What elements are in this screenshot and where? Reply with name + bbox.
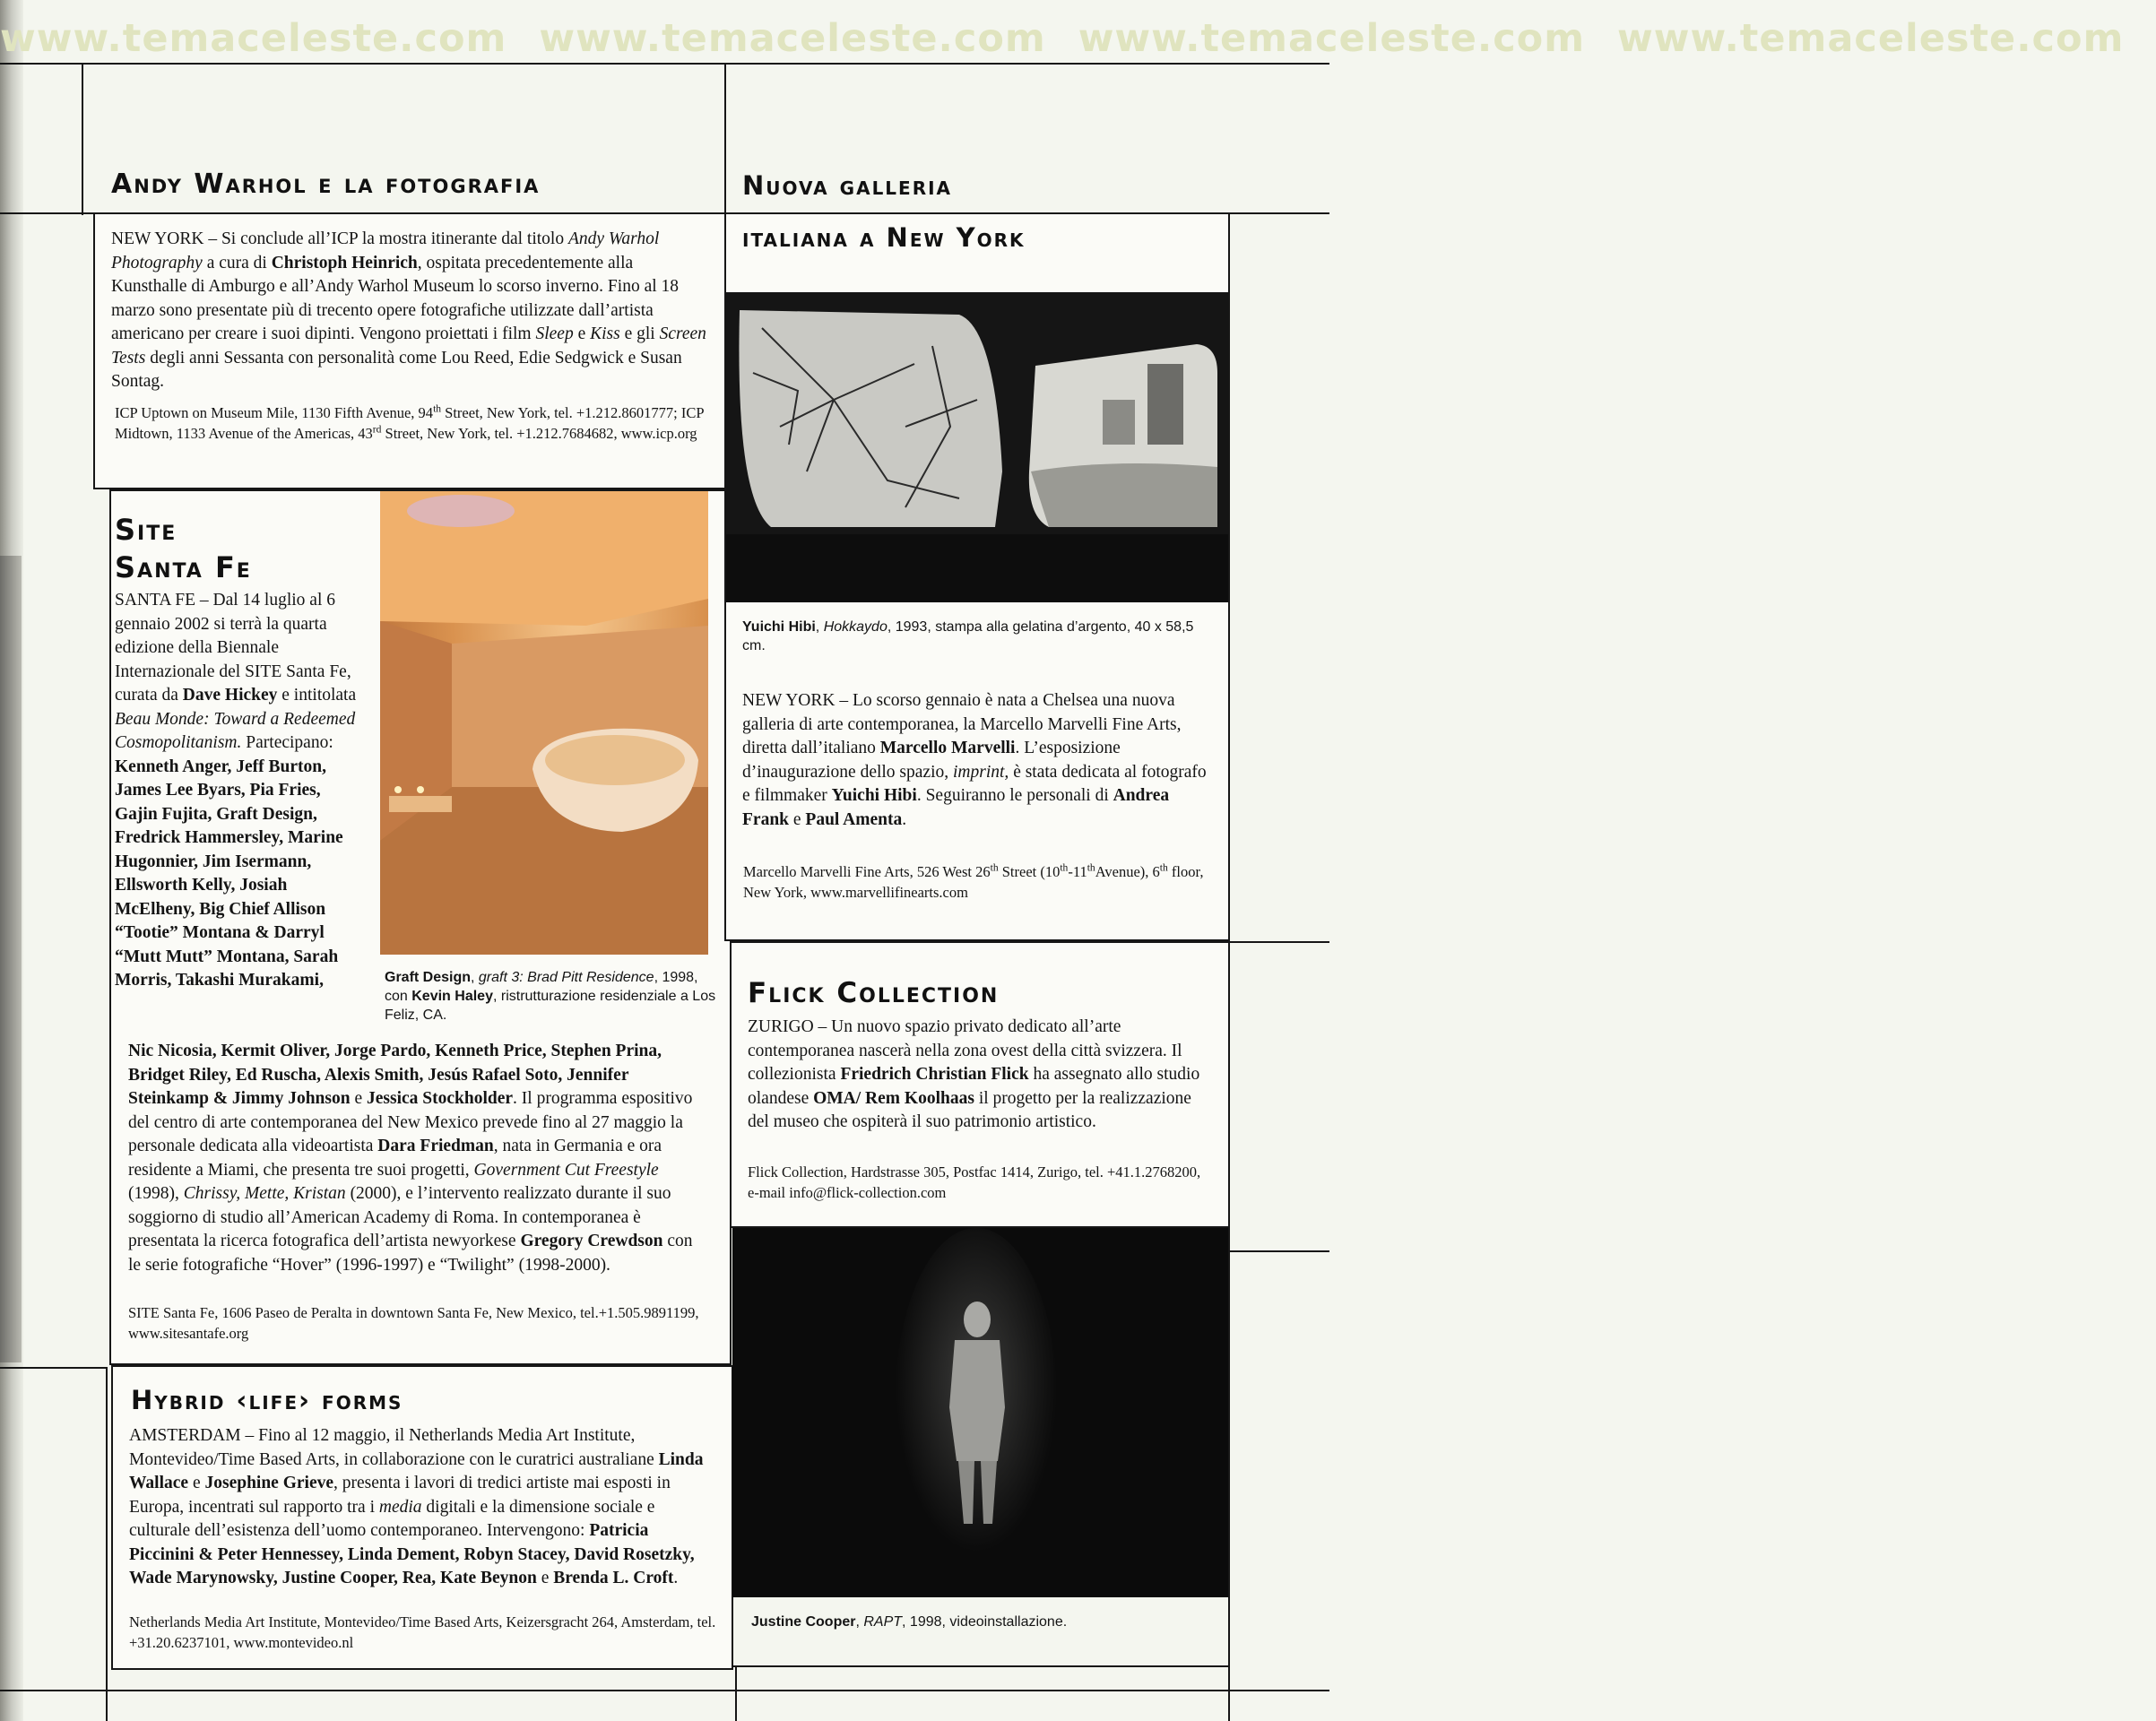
site-text: con le serie fotografiche “Hover” (1996-1997) e “Twilight” (1998-2000). — [128, 1232, 693, 1275]
site-title-line: Santa Fe — [115, 550, 252, 584]
galleria-next-artist: Paul Amenta — [805, 809, 903, 829]
hybrid-body — [129, 1424, 712, 1591]
site-info: SITE Santa Fe, 1606 Paseo de Peralta in downtown Santa Fe, New Mexico, tel.+1.505.9891199, www.sitesantafe.org — [128, 1304, 699, 1342]
caption-text: , 1998, videoinstallazione. — [902, 1614, 1068, 1630]
figure-illustration — [732, 1228, 1228, 1597]
galleria-text: – Lo scorso gennaio è nata a Chelsea una nuova galleria di arte contemporanea, la Marcello Marvelli Fine Arts, diretta dall’italiano — [742, 691, 1182, 757]
galleria-title-line1: Nuova galleria — [742, 170, 953, 201]
grid-line — [0, 63, 1329, 65]
landscape — [1031, 463, 1217, 527]
hokkaydo-caption — [742, 618, 1208, 655]
galleria-show-title: imprint, — [953, 762, 1009, 782]
distant-building — [1103, 400, 1135, 445]
flick-body — [748, 1016, 1214, 1135]
cracked-window — [739, 310, 1002, 527]
site-curator: Dave Hickey — [182, 686, 278, 705]
grid-line — [0, 1690, 1329, 1691]
galleria-text: . Seguiranno le personali di — [916, 786, 1113, 805]
site-body-column — [115, 589, 366, 993]
site-place: SANTA FE — [115, 591, 195, 610]
site-artist-crewdson: Gregory Crewdson — [520, 1232, 663, 1250]
superscript: th — [990, 862, 999, 874]
caption-work: Hokkaydo — [823, 619, 888, 635]
flick-info: Flick Collection, Hardstrasse 305, Postfac 1414, Zurigo, tel. +41.1.2768200, e-mail info@flick-collection.com — [748, 1163, 1201, 1201]
site-artists: Jessica Stockholder — [367, 1089, 514, 1108]
galleria-text: . L’esposizione d’inaugurazione dello spazio, — [742, 739, 1121, 782]
graft-design-photo — [380, 491, 708, 955]
caption-text: , ristrutturazione residenziale a Los Feliz, CA. — [385, 989, 716, 1023]
galleria-director: Marcello Marvelli — [879, 739, 1016, 757]
grid-line — [82, 63, 83, 215]
ceiling-light — [407, 495, 515, 527]
warhol-body — [111, 228, 707, 394]
site-text: , nata in Germania e ora residente a Miami, che presenta tre suoi progetti, — [128, 1137, 662, 1180]
galleria-text: è stata dedicata al fotografo e filmmaker — [742, 762, 1207, 805]
banner-text: www.temaceleste.com — [1617, 16, 2125, 61]
hokkaydo-photo — [726, 292, 1228, 602]
rapt-caption — [751, 1613, 1217, 1631]
warhol-text: – Si conclude all’ICP la mostra itinerante dal titolo — [203, 229, 568, 248]
site-text: . Il programma espositivo del centro di arte contemporanea del New Mexico prevede fino al 27 maggio la personale dedicata alla videoartista — [128, 1089, 693, 1155]
rapt-photo — [732, 1228, 1228, 1597]
warhol-text: e — [573, 324, 591, 343]
galleria-title-line2: italiana a New York — [742, 222, 1026, 253]
hybrid-text: – Fino al 12 maggio, il Netherlands Media Art Institute, Montevideo/Time Based Arts, in collaborazione con le curatrici australiane — [129, 1426, 659, 1469]
flick-title: Flick Collection — [748, 977, 1000, 1009]
galleria-body — [742, 689, 1213, 832]
flick-collector: Friedrich Christian Flick — [840, 1065, 1029, 1084]
galleria-artist: Yuichi Hibi — [831, 786, 917, 805]
figure-torso — [949, 1340, 1005, 1461]
site-title — [115, 511, 252, 586]
superscript: th — [1087, 862, 1095, 874]
warhol-text: a cura di — [202, 253, 272, 272]
banner-text: www.temaceleste.com — [0, 16, 507, 61]
galleria-place: NEW YORK — [742, 691, 836, 710]
warhol-info-text: ICP Uptown on Museum Mile, 1130 Fifth Avenue, 94 — [115, 404, 434, 421]
hybrid-text: . — [673, 1569, 679, 1587]
galleria-text: e — [789, 809, 806, 829]
banner-text: www.temaceleste.com — [539, 16, 1046, 61]
grid-line — [1228, 941, 1329, 943]
warhol-text: , ospitata precedentemente alla Kunsthalle di Amburgo e all’Andy Warhol Museum lo scorso inverno. Fino al 18 marzo sono presentate più di trecento opere fotografiche utilizzate dall’artista americano per creare i suoi dipinti. Vengono proiettati i film — [111, 253, 680, 343]
caption-artist: Graft Design — [385, 970, 472, 985]
flick-place: ZURIGO — [748, 1017, 814, 1036]
hybrid-artists: Brenda L. Croft — [553, 1569, 674, 1587]
site-text: – Dal 14 luglio al 6 gennaio 2002 si terrà la quarta edizione della Biennale Internazionale del SITE Santa Fe, curata da — [115, 591, 351, 705]
grid-line — [1228, 1250, 1329, 1252]
superscript: th — [1159, 862, 1168, 874]
flick-text: – Un nuovo spazio privato dedicato all’arte contemporanea nascerà nella zona ovest della città svizzera. Il collezionista — [748, 1017, 1182, 1084]
galleria-next-artist: Andrea Frank — [742, 786, 1170, 829]
hybrid-title: Hybrid ‹life› forms — [131, 1385, 403, 1415]
hybrid-emphasis: media — [378, 1497, 422, 1517]
warhol-curator: Christoph Heinrich — [271, 253, 418, 272]
superscript: rd — [372, 424, 382, 436]
flick-text: ha assegnato allo studio olandese — [748, 1065, 1200, 1108]
warhol-info-text: Street, New York, tel. +1.212.7684682, www.icp.org — [381, 425, 697, 442]
warhol-text: degli anni Sessanta con personalità come Lou Reed, Edie Sedgwick e Susan Sontag. — [111, 348, 682, 391]
flick-text: il progetto per la realizzazione del museo che ospiterà il suo patrimonio artistico. — [748, 1088, 1191, 1131]
caption-work: graft 3: Brad Pitt Residence — [478, 970, 654, 985]
warhol-info — [115, 402, 706, 444]
caption-text: , — [815, 619, 824, 635]
caption-text: , 1998, con — [385, 970, 698, 1004]
galleria-info-text: Street (10 — [998, 863, 1061, 880]
bathroom-illustration — [380, 491, 708, 955]
banner-text: www.temaceleste.com — [1078, 16, 1586, 61]
caption-artist: Yuichi Hibi — [742, 619, 816, 635]
superscript: th — [1060, 862, 1069, 874]
hybrid-place: AMSTERDAM — [129, 1426, 241, 1445]
hybrid-text: digitali e la dimensione sociale e culturale dell’esistenza dell’uomo contemporaneo. Intervengono: — [129, 1497, 655, 1540]
train-window-illustration — [726, 292, 1228, 602]
flick-studio: OMA/ Rem Koolhaas — [813, 1088, 974, 1108]
warhol-film: Screen Tests — [111, 324, 706, 368]
warhol-text: e gli — [619, 324, 660, 343]
site-text: Partecipano: — [241, 733, 333, 752]
hybrid-info: Netherlands Media Art Institute, Montevideo/Time Based Arts, Keizersgracht 264, Amsterdam, tel. +31.20.6237101, www.montevideo.nl — [129, 1613, 716, 1651]
site-show-title: Beau Monde: Toward a Redeemed Cosmopolitanism. — [115, 709, 356, 752]
hybrid-curator: Josephine Grieve — [204, 1474, 334, 1492]
caption-text: , — [855, 1614, 864, 1630]
caption-text: , 1993, stampa alla gelatina d’argento, 40 x 58,5 cm. — [742, 619, 1194, 653]
hybrid-curator: Linda Wallace — [129, 1449, 704, 1492]
caption-artist: Justine Cooper — [751, 1614, 856, 1630]
galleria-info-text: -11 — [1068, 863, 1087, 880]
galleria-info-text: floor, New York, www.marvellifinearts.com — [743, 863, 1204, 901]
figure-head — [964, 1302, 991, 1337]
grid-line — [0, 1367, 108, 1369]
site-body-wide — [128, 1040, 709, 1277]
warhol-place: NEW YORK — [111, 229, 204, 248]
galleria-info-text: Avenue), 6 — [1095, 863, 1160, 880]
site-text: (1998), — [128, 1184, 184, 1203]
grid-line — [732, 1665, 1230, 1667]
graft-design-caption — [385, 968, 716, 1025]
superscript: th — [433, 403, 442, 415]
warhol-film: Sleep — [535, 324, 574, 343]
hybrid-text: e — [536, 1569, 554, 1587]
site-artist-friedman: Dara Friedman — [377, 1137, 494, 1155]
warhol-title: Andy Warhol e la fotografia — [111, 169, 541, 200]
website-banner — [0, 16, 2125, 63]
grid-line — [106, 1367, 108, 1721]
site-text: e intitolata — [277, 686, 357, 705]
candle — [417, 786, 424, 793]
site-title-line: Site — [115, 513, 178, 547]
site-artists: Nic Nicosia, Kermit Oliver, Jorge Pardo, Kenneth Price, Stephen Prina, Bridget Riley, Ed Ruscha, Alexis Smith, Jesús Rafael Soto, Jennifer Steinkamp & Jimmy Johnson — [128, 1042, 662, 1108]
hybrid-text: , presenta i lavori di tredici artiste mai esposti in Europa, incentrati sul rapporto tra i — [129, 1474, 671, 1517]
candle — [394, 786, 402, 793]
galleria-info-text: Marcello Marvelli Fine Arts, 526 West 26 — [743, 863, 991, 880]
bathtub-basin — [545, 735, 685, 785]
binding-spine — [0, 556, 22, 1362]
galleria-info — [743, 861, 1209, 903]
hybrid-text: e — [188, 1474, 205, 1492]
bench — [389, 796, 452, 812]
caption-collaborator: Kevin Haley — [411, 989, 493, 1004]
distant-building — [1147, 364, 1183, 445]
site-text: (2000), e l’intervento realizzato durante il suo soggiorno di studio all’American Academy di Roma. In contemporanea è presentata la ricerca fotografica dell’artista newyorkese — [128, 1184, 671, 1250]
grid-line — [735, 1665, 737, 1721]
warhol-film: Kiss — [590, 324, 620, 343]
warhol-show-title: Andy Warhol Photography — [111, 229, 660, 272]
caption-text: , — [471, 970, 479, 985]
train-interior — [726, 534, 1228, 602]
galleria-text: . — [902, 809, 907, 829]
grid-line — [724, 63, 726, 215]
site-text: e — [350, 1089, 367, 1108]
site-work-title: Chrissy, Mette, Kristan — [183, 1184, 346, 1203]
site-artists: Kenneth Anger, Jeff Burton, James Lee Byars, Pia Fries, Gajin Fujita, Graft Design, Fredrick Hammersley, Marine Hugonnier, Jim Isermann, Ellsworth Kelly, Josiah McElheny, Big Chief Allison “Tootie” Montana & Darryl “Mutt Mutt” Montana, Sarah Morris, Takashi Murakami, — [115, 757, 343, 990]
site-work-title: Government Cut Freestyle — [473, 1160, 659, 1180]
hybrid-artists: Patricia Piccinini & Peter Hennessey, Linda Dement, Robyn Stacey, David Rosetzky, Wade Marynowsky, Justine Cooper, Rea, Kate Beynon — [129, 1521, 695, 1587]
caption-work: RAPT — [863, 1614, 903, 1630]
warhol-info-text: Street, New York, tel. +1.212.8601777; ICP Midtown, 1133 Avenue of the Americas, 43 — [115, 404, 704, 442]
